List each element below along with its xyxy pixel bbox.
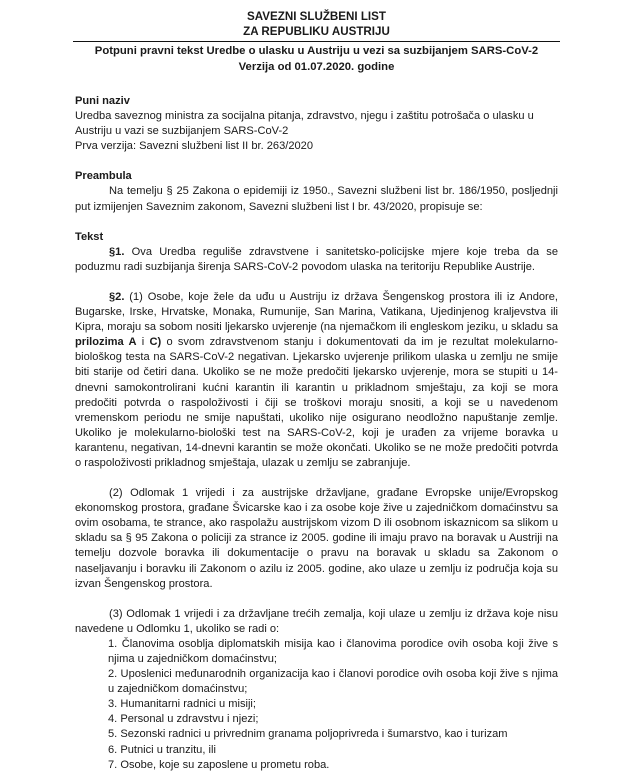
annex-reference-c: C) <box>149 336 162 349</box>
document-version: Verzija od 01.07.2020. godine <box>238 60 395 73</box>
full-name-heading: Puni naziv <box>75 95 130 107</box>
section-1-text: Ova Uredba reguliše zdravstvene i sanitetsko-policijske mjere koje treba da se poduzmu radi suzbijanja širenja SARS-CoV-2 povodom ulaska na teritoriju Republike Austrije. <box>75 245 558 273</box>
header-divider <box>73 41 560 42</box>
text-heading: Tekst <box>75 230 104 243</box>
exemption-list <box>108 637 558 773</box>
section-2-paragraph-1 <box>75 290 558 471</box>
preamble-heading: Preambula <box>75 170 132 183</box>
section-2-p1-text-a: (1) Osobe, koje žele da uđu u Austriju iz država Šengenskog prostora ili iz Andore, Bugarske, Irske, Hrvatske, Monaka, Rumunije, San Marina, Vatikana, Ujedinjenog kraljevstva ili Kipra, moraju sa sobom nositi ljekarsko uvjerenje (na njemačkom ili engleskom jeziku, u skladu sa <box>75 290 558 334</box>
section-2-p1-conj: i <box>136 336 150 349</box>
section-2-p1-text-b: o svom zdravstvenom stanju i dokumentovati da im je rezultat molekularno-biološkog testa na SARS-CoV-2 negativan. Ljekarsko uvjerenje prilikom ulaska u zemlju ne smije biti starije od četiri dana. Ukoliko se ne može predočiti ljekarsko uvjerenje, mora se stupiti u 14-dnevni samokontrolirani kućni karantin ili karantin u prikladnom smještaju, za koji se mora predočiti potvrda o raspoloživosti i čiji se troškovi moraju snositi, a koji se u navedenom vremenskom periodu ne smije napuštati, ukoliko nije osigurano neodložno napuštanje zemlje. Ukoliko je molekularno-biološki test na SARS-CoV-2, koji je urađen za vrijeme boravka u karantenu, negativan, 14-dnevni karantin se može okončati. Ukoliko se ne može predočiti potvrda o raspoloživosti prikladnog smještaja, ulazak u zemlju se zabranjuje. <box>75 336 558 469</box>
full-name-text: Uredba saveznog ministra za socijalna pitanja, zdravstvo, njegu i zaštitu potrošača o ulasku u Austriju u vazi se suzbijanjem SARS-CoV-2 <box>75 110 534 138</box>
list-item: 1. Članovima osoblja diplomatskih misija kao i članovima porodice ovih osoba koji žive s njima u zajedničkom domaćinstvu; <box>108 637 558 665</box>
section-2-paragraph-2: (2) Odlomak 1 vrijedi i za austrijske državljane, građane Evropske unije/Evropskog ekonomskog prostora, građane Švicarske kao i za osobe koje žive u zajedničkom domaćinstvu sa ovim osobama, te strance, ako raspolažu austrijskom vizom D ili osobnom iskaznicom sa slikom u skladu sa § 95 Zakona o policiji za strance iz 2005. godine ili imaju pravo na boravak u Austriji na temelju dozvole boravka ili dokumentacije o pravu na boravak u skladu sa Zakonom o naseljavanju i boravku ili Zakonom o azilu iz 2005. godine, ako ulaze u zemlju iz područja koja su izvan Šengenskog prostora. <box>75 487 558 590</box>
list-item: 2. Uposlenici međunarodnih organizacija kao i članovi porodice ovih osoba koji žive s njima u zajedničkom domaćinstvu; <box>108 668 558 696</box>
section-2-label: §2. <box>109 290 125 303</box>
document-title: Potpuni pravni tekst Uredbe o ulasku u Austriju u vezi sa suzbijanjem SARS-CoV-2 <box>94 45 539 57</box>
document-page <box>75 0 558 773</box>
list-item: 5. Sezonski radnici u privrednim granama poljoprivreda i šumarstvo, kao i turizam <box>108 728 508 741</box>
annex-reference-a: prilozima A <box>75 336 137 349</box>
gazette-title-line1: SAVEZNI SLUŽBENI LIST <box>247 10 386 23</box>
section-1-label: §1. <box>109 245 125 258</box>
list-item: 4. Personal u zdravstvu i njezi; <box>108 713 259 726</box>
list-item: 7. Osobe, koje su zaposlene u prometu roba. <box>108 758 330 771</box>
preamble-text: Na temelju § 25 Zakona o epidemiji iz 1950., Savezni službeni list br. 186/1950, posljednji put izmijenjen Saveznim zakonom, Savezni službeni list I br. 43/2020, propisuje se: <box>75 185 558 213</box>
gazette-title-line2: ZA REPUBLIKU AUSTRIJU <box>243 25 390 38</box>
list-item: 6. Putnici u tranzitu, ili <box>108 743 216 756</box>
first-version-text: Prva verzija: Savezni službeni list II br. 263/2020 <box>75 140 314 153</box>
list-item: 3. Humanitarni radnici u misiji; <box>108 698 256 711</box>
section-1 <box>75 245 558 275</box>
section-2-paragraph-3: (3) Odlomak 1 vrijedi i za državljane trećih zemalja, koji ulaze u zemlju iz država koje nisu navedene u Odlomku 1, ukoliko se radi o: <box>75 607 558 635</box>
